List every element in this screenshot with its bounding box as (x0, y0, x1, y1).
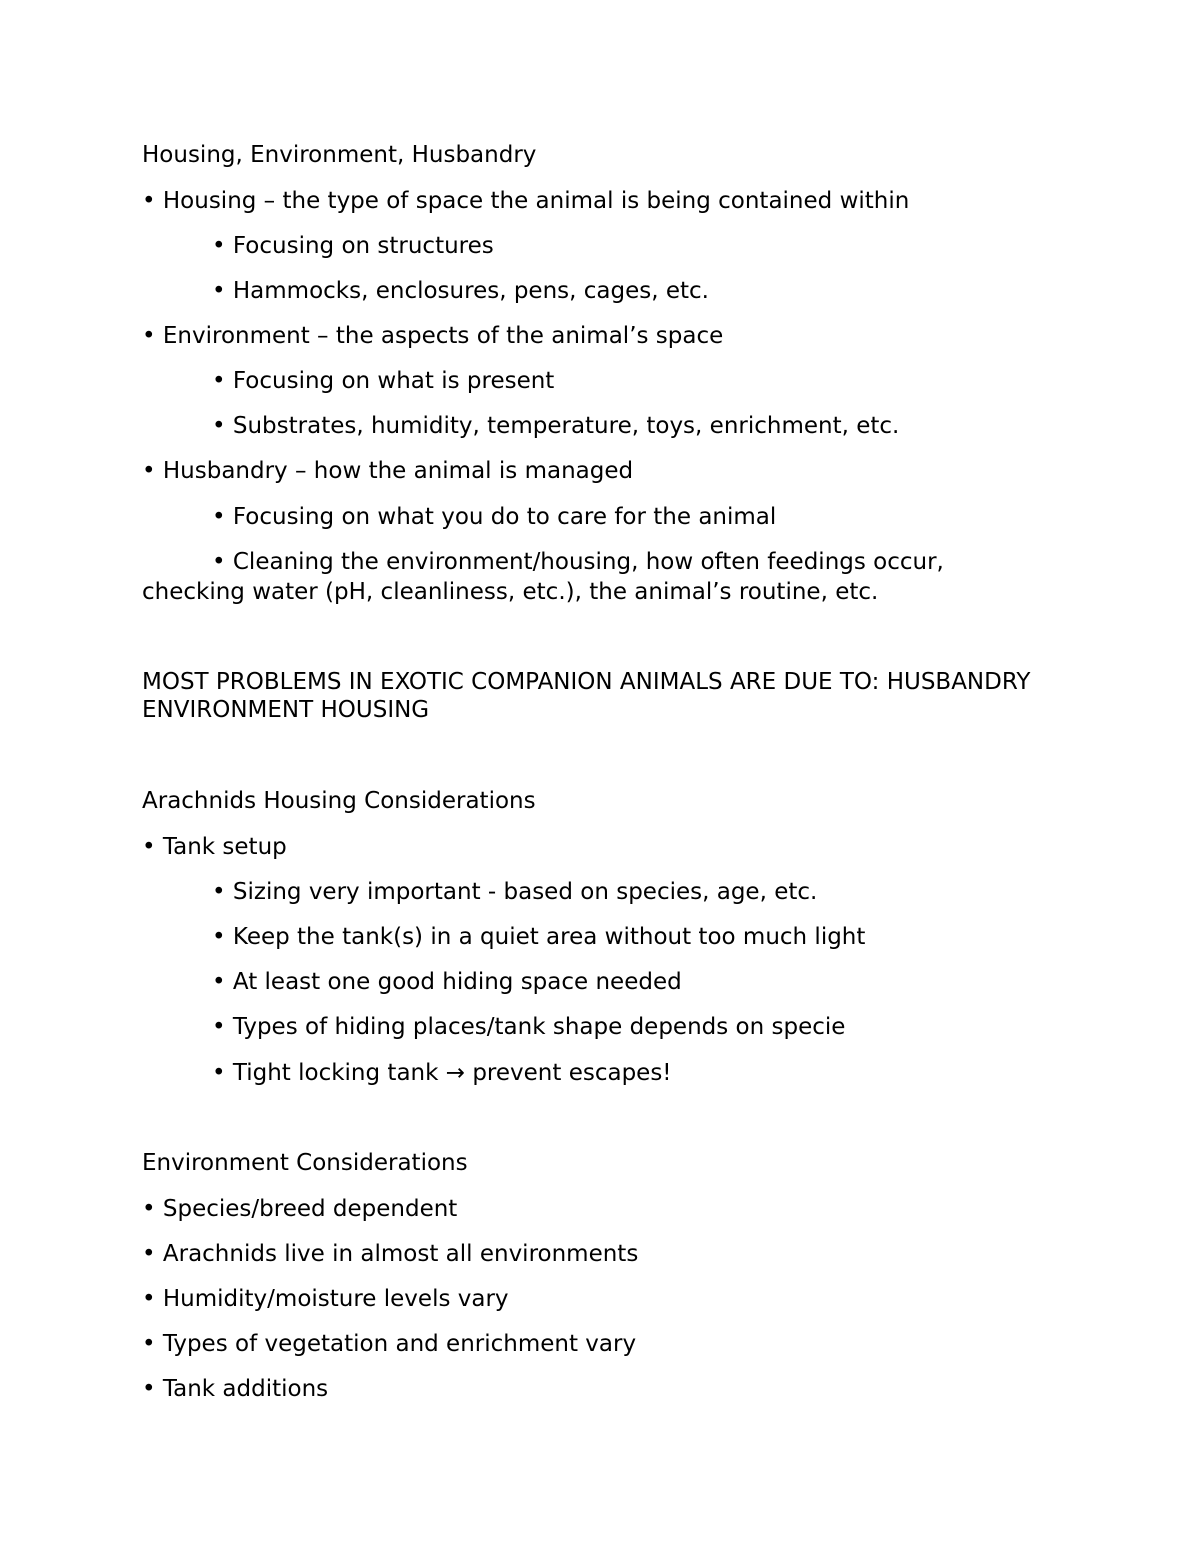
sub-bullet-tight-locking: • Tight locking tank → prevent escapes! (212, 1060, 672, 1086)
bullet-housing: • Housing – the type of space the animal is being contained within (142, 188, 910, 214)
bullet-husbandry: • Husbandry – how the animal is managed (142, 458, 634, 484)
bullet-tank-setup: • Tank setup (142, 834, 287, 860)
bullet-vegetation: • Types of vegetation and enrichment vary (142, 1331, 637, 1357)
section-heading-housing-environment-husbandry: Housing, Environment, Husbandry (142, 142, 537, 168)
sub-bullet-hammocks: • Hammocks, enclosures, pens, cages, etc. (212, 278, 709, 304)
section-heading-environment-considerations: Environment Considerations (142, 1150, 468, 1176)
sub-bullet-cleaning-continued: checking water (pH, cleanliness, etc.), the animal’s routine, etc. (142, 579, 879, 605)
callout-line-1: MOST PROBLEMS IN EXOTIC COMPANION ANIMALS ARE DUE TO: HUSBANDRY (142, 669, 1031, 695)
sub-bullet-substrates: • Substrates, humidity, temperature, toys, enrichment, etc. (212, 413, 900, 439)
bullet-tank-additions: • Tank additions (142, 1376, 329, 1402)
sub-bullet-cleaning: • Cleaning the environment/housing, how often feedings occur, (212, 549, 944, 575)
sub-bullet-sizing: • Sizing very important - based on species, age, etc. (212, 879, 818, 905)
sub-bullet-hiding-places: • Types of hiding places/tank shape depends on specie (212, 1014, 846, 1040)
bullet-humidity: • Humidity/moisture levels vary (142, 1286, 509, 1312)
sub-bullet-hiding-space: • At least one good hiding space needed (212, 969, 682, 995)
bullet-environment: • Environment – the aspects of the animal’s space (142, 323, 724, 349)
sub-bullet-focusing-present: • Focusing on what is present (212, 368, 555, 394)
section-heading-arachnids-housing: Arachnids Housing Considerations (142, 788, 536, 814)
bullet-arachnids-environments: • Arachnids live in almost all environments (142, 1241, 639, 1267)
callout-line-2: ENVIRONMENT HOUSING (142, 697, 430, 723)
sub-bullet-focusing-structures: • Focusing on structures (212, 233, 494, 259)
bullet-species-breed: • Species/breed dependent (142, 1196, 458, 1222)
sub-bullet-quiet-area: • Keep the tank(s) in a quiet area without too much light (212, 924, 866, 950)
sub-bullet-focusing-care: • Focusing on what you do to care for the animal (212, 504, 777, 530)
